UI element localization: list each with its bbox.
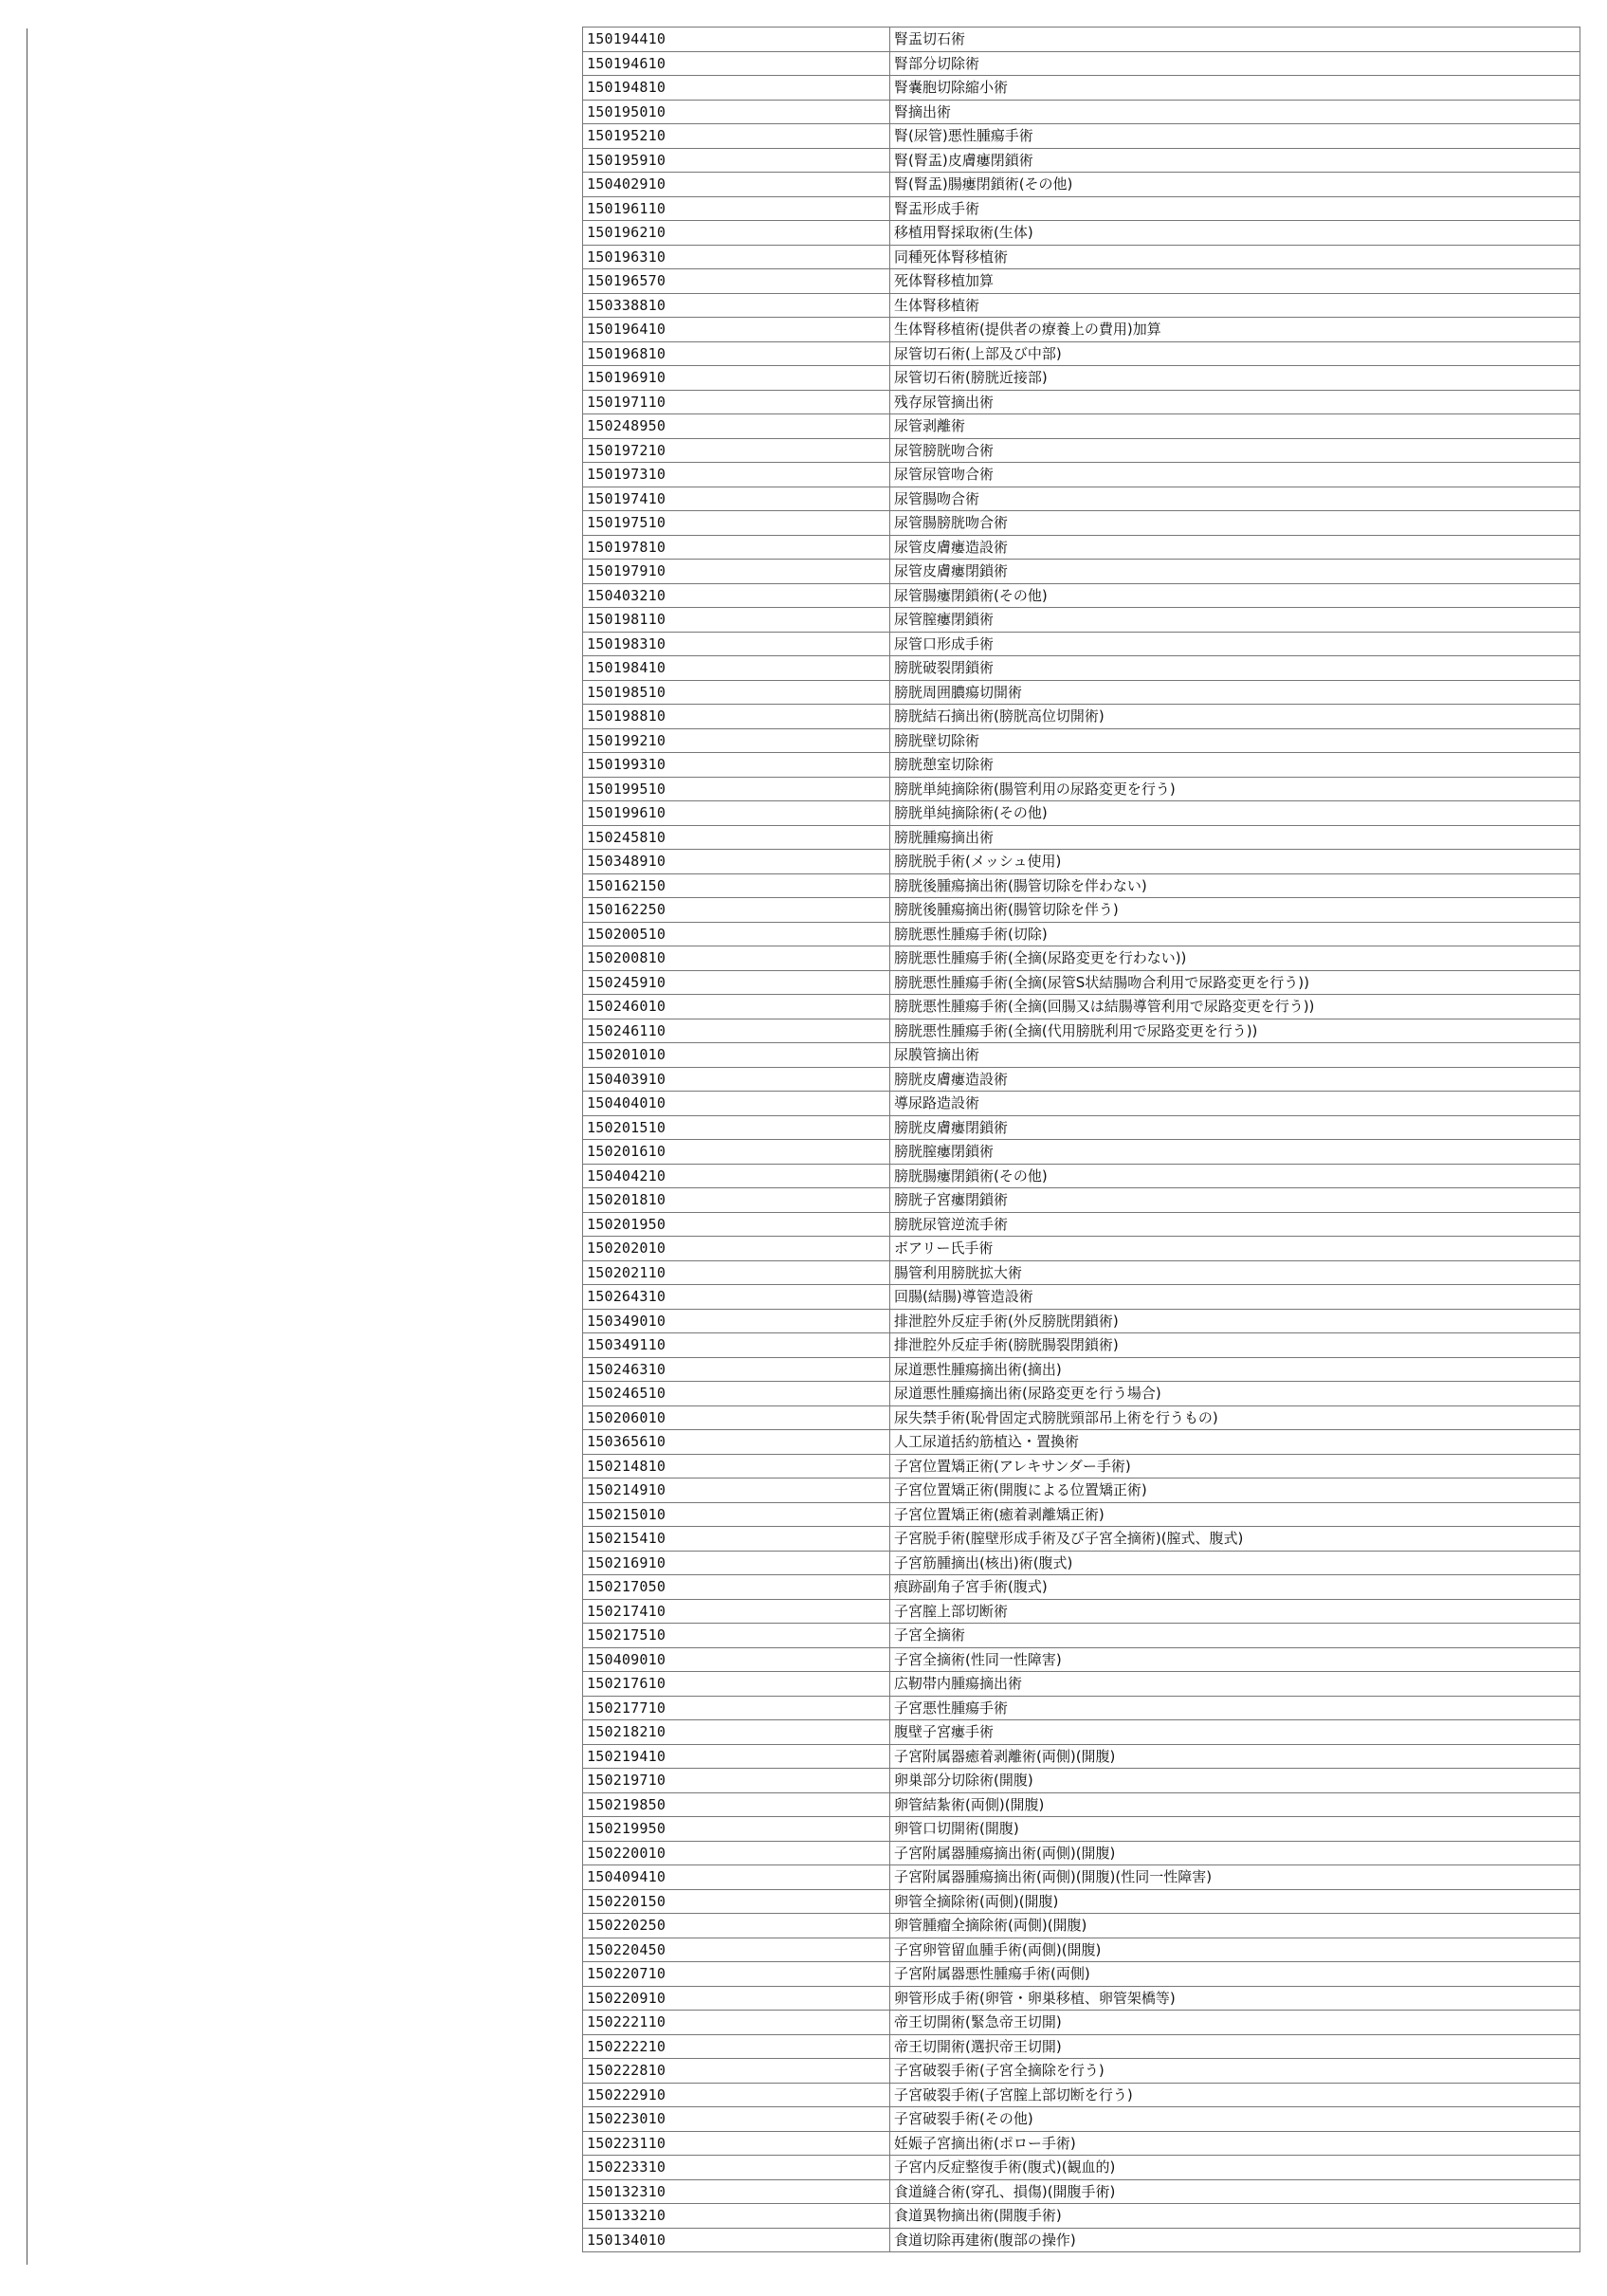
procedure-code-cell: 150403910	[583, 1067, 890, 1092]
procedure-name-cell: 膀胱皮膚瘻造設術	[890, 1067, 1580, 1092]
procedure-name-cell: 膀胱悪性腫瘍手術(全摘(代用膀胱利用で尿路変更を行う))	[890, 1019, 1580, 1043]
procedure-code-cell: 150222110	[583, 2011, 890, 2035]
table-row	[583, 1043, 1580, 1068]
procedure-code-cell: 150195910	[583, 148, 890, 173]
table-row	[583, 1357, 1580, 1382]
procedure-name-cell: 膀胱膣瘻閉鎖術	[890, 1140, 1580, 1165]
procedure-code-cell: 150217410	[583, 1599, 890, 1624]
table-row	[583, 438, 1580, 463]
table-row	[583, 1914, 1580, 1938]
procedure-name-cell: 尿道悪性腫瘍摘出術(尿路変更を行う場合)	[890, 1382, 1580, 1406]
table-row	[583, 221, 1580, 246]
table-row	[583, 414, 1580, 439]
procedure-code-cell: 150246510	[583, 1382, 890, 1406]
procedure-name-cell: 子宮膣上部切断術	[890, 1599, 1580, 1624]
procedure-code-cell: 150402910	[583, 173, 890, 197]
procedure-name-cell: 生体腎移植術(提供者の療養上の費用)加算	[890, 318, 1580, 342]
procedure-code-cell: 150194410	[583, 28, 890, 52]
procedure-code-cell: 150197110	[583, 390, 890, 414]
table-row	[583, 1817, 1580, 1842]
table-row	[583, 1212, 1580, 1237]
procedure-code-cell: 150349110	[583, 1333, 890, 1358]
table-row	[583, 1067, 1580, 1092]
procedure-name-cell: 卵管全摘除術(両側)(開腹)	[890, 1889, 1580, 1914]
table-row	[583, 390, 1580, 414]
procedure-name-cell: 尿管膀胱吻合術	[890, 438, 1580, 463]
table-row	[583, 825, 1580, 850]
procedure-name-cell: 尿失禁手術(恥骨固定式膀胱頸部吊上術を行うもの)	[890, 1405, 1580, 1430]
procedure-name-cell: 帝王切開術(選択帝王切開)	[890, 2034, 1580, 2059]
procedure-code-cell: 150196910	[583, 366, 890, 391]
procedure-name-cell: 子宮位置矯正術(開腹による位置矯正術)	[890, 1479, 1580, 1503]
procedure-name-cell: 回腸(結腸)導管造設術	[890, 1285, 1580, 1310]
procedure-name-cell: 子宮全摘術	[890, 1624, 1580, 1648]
table-row	[583, 1188, 1580, 1213]
procedure-code-cell: 150198810	[583, 705, 890, 729]
procedure-code-cell: 150196310	[583, 245, 890, 269]
table-row	[583, 705, 1580, 729]
procedure-code-table	[582, 27, 1580, 2252]
table-row	[583, 1575, 1580, 1600]
procedure-name-cell: 膀胱腸瘻閉鎖術(その他)	[890, 1164, 1580, 1188]
procedure-code-cell: 150217710	[583, 1696, 890, 1720]
table-row	[583, 269, 1580, 294]
procedure-code-cell: 150216910	[583, 1551, 890, 1575]
procedure-code-cell: 150195210	[583, 124, 890, 149]
procedure-code-cell: 150134010	[583, 2228, 890, 2252]
procedure-code-cell: 150248950	[583, 414, 890, 439]
procedure-name-cell: 尿管膣瘻閉鎖術	[890, 608, 1580, 633]
procedure-name-cell: 腎部分切除術	[890, 51, 1580, 76]
procedure-name-cell: 子宮位置矯正術(癒着剥離矯正術)	[890, 1502, 1580, 1527]
procedure-code-cell: 150223110	[583, 2131, 890, 2156]
table-row	[583, 1502, 1580, 1527]
procedure-code-cell: 150217050	[583, 1575, 890, 1600]
procedure-code-cell: 150214910	[583, 1479, 890, 1503]
procedure-name-cell: 膀胱悪性腫瘍手術(全摘(尿管S状結腸吻合利用で尿路変更を行う))	[890, 970, 1580, 995]
procedure-name-cell: 尿管腸吻合術	[890, 487, 1580, 511]
procedure-name-cell: 膀胱悪性腫瘍手術(全摘(回腸又は結腸導管利用で尿路変更を行う))	[890, 995, 1580, 1019]
table-row	[583, 1382, 1580, 1406]
table-row	[583, 100, 1580, 124]
procedure-name-cell: 帝王切開術(緊急帝王切開)	[890, 2011, 1580, 2035]
procedure-code-cell: 150222810	[583, 2059, 890, 2084]
procedure-name-cell: 導尿路造設術	[890, 1092, 1580, 1116]
table-row	[583, 366, 1580, 391]
table-row	[583, 196, 1580, 221]
table-row	[583, 1115, 1580, 1140]
procedure-name-cell: 尿管皮膚瘻閉鎖術	[890, 560, 1580, 584]
procedure-name-cell: 腎摘出術	[890, 100, 1580, 124]
procedure-name-cell: 妊娠子宮摘出術(ポロー手術)	[890, 2131, 1580, 2156]
procedure-code-cell: 150214810	[583, 1454, 890, 1479]
procedure-name-cell: 腎盂形成手術	[890, 196, 1580, 221]
procedure-code-cell: 150348910	[583, 850, 890, 874]
procedure-name-cell: 卵管結紮術(両側)(開腹)	[890, 1792, 1580, 1817]
table-row	[583, 51, 1580, 76]
procedure-code-cell: 150220450	[583, 1938, 890, 1962]
procedure-name-cell: 膀胱結石摘出術(膀胱高位切開術)	[890, 705, 1580, 729]
procedure-name-cell: 膀胱後腫瘍摘出術(腸管切除を伴う)	[890, 898, 1580, 923]
procedure-code-cell: 150197510	[583, 511, 890, 536]
procedure-name-cell: 尿道悪性腫瘍摘出術(摘出)	[890, 1357, 1580, 1382]
procedure-name-cell: 排泄腔外反症手術(膀胱腸裂閉鎖術)	[890, 1333, 1580, 1358]
procedure-code-cell: 150201010	[583, 1043, 890, 1068]
procedure-code-cell: 150222210	[583, 2034, 890, 2059]
procedure-name-cell: 腎(尿管)悪性腫瘍手術	[890, 124, 1580, 149]
procedure-code-cell: 150196210	[583, 221, 890, 246]
table-row	[583, 1986, 1580, 2011]
table-row	[583, 2107, 1580, 2132]
procedure-name-cell: 食道切除再建術(腹部の操作)	[890, 2228, 1580, 2252]
procedure-code-cell: 150199610	[583, 801, 890, 826]
procedure-code-cell: 150219950	[583, 1817, 890, 1842]
procedure-name-cell: 膀胱後腫瘍摘出術(腸管切除を伴わない)	[890, 873, 1580, 898]
procedure-name-cell: 腸管利用膀胱拡大術	[890, 1260, 1580, 1285]
procedure-code-cell: 150219410	[583, 1744, 890, 1769]
procedure-name-cell: 尿管剥離術	[890, 414, 1580, 439]
procedure-name-cell: 広靭帯内腫瘍摘出術	[890, 1672, 1580, 1697]
procedure-code-cell: 150199210	[583, 728, 890, 753]
procedure-name-cell: 膀胱周囲膿瘍切開術	[890, 680, 1580, 705]
table-row	[583, 487, 1580, 511]
procedure-name-cell: 膀胱皮膚瘻閉鎖術	[890, 1115, 1580, 1140]
table-row	[583, 1333, 1580, 1358]
procedure-name-cell: 子宮内反症整復手術(腹式)(観血的)	[890, 2156, 1580, 2180]
procedure-name-cell: 尿管口形成手術	[890, 632, 1580, 656]
procedure-code-cell: 150197910	[583, 560, 890, 584]
procedure-code-cell: 150198110	[583, 608, 890, 633]
procedure-name-cell: 排泄腔外反症手術(外反膀胱閉鎖術)	[890, 1309, 1580, 1333]
table-row	[583, 1865, 1580, 1890]
table-row	[583, 1624, 1580, 1648]
table-row	[583, 560, 1580, 584]
procedure-code-cell: 150409410	[583, 1865, 890, 1890]
table-row	[583, 656, 1580, 681]
procedure-code-cell: 150215410	[583, 1527, 890, 1552]
procedure-code-cell: 150198410	[583, 656, 890, 681]
procedure-code-cell: 150349010	[583, 1309, 890, 1333]
procedure-code-cell: 150206010	[583, 1405, 890, 1430]
table-row	[583, 680, 1580, 705]
procedure-name-cell: 尿管尿管吻合術	[890, 463, 1580, 487]
procedure-name-cell: 腎盂切石術	[890, 28, 1580, 52]
procedure-code-cell: 150220710	[583, 1962, 890, 1987]
procedure-name-cell: 尿管切石術(膀胱近接部)	[890, 366, 1580, 391]
table-row	[583, 173, 1580, 197]
procedure-code-cell: 150246310	[583, 1357, 890, 1382]
procedure-code-cell: 150219710	[583, 1769, 890, 1793]
table-row	[583, 1599, 1580, 1624]
procedure-code-cell: 150194810	[583, 76, 890, 101]
procedure-code-cell: 150197810	[583, 535, 890, 560]
procedure-code-cell: 150196570	[583, 269, 890, 294]
table-row	[583, 1285, 1580, 1310]
table-row	[583, 777, 1580, 801]
procedure-name-cell: 残存尿管摘出術	[890, 390, 1580, 414]
procedure-code-cell: 150202010	[583, 1237, 890, 1261]
table-row	[583, 463, 1580, 487]
procedure-code-cell: 150198310	[583, 632, 890, 656]
procedure-code-cell: 150196110	[583, 196, 890, 221]
table-row	[583, 2179, 1580, 2204]
table-row	[583, 1140, 1580, 1165]
procedure-code-cell: 150409010	[583, 1647, 890, 1672]
table-row	[583, 1769, 1580, 1793]
procedure-name-cell: 膀胱憩室切除術	[890, 753, 1580, 778]
table-row	[583, 1551, 1580, 1575]
table-row	[583, 2011, 1580, 2035]
table-row	[583, 1889, 1580, 1914]
table-row	[583, 1962, 1580, 1987]
table-row	[583, 753, 1580, 778]
procedure-code-cell: 150403210	[583, 583, 890, 608]
table-row	[583, 2059, 1580, 2084]
procedure-name-cell: 子宮附属器悪性腫瘍手術(両側)	[890, 1962, 1580, 1987]
procedure-code-cell: 150246110	[583, 1019, 890, 1043]
procedure-code-cell: 150264310	[583, 1285, 890, 1310]
table-row	[583, 2131, 1580, 2156]
procedure-name-cell: 膀胱悪性腫瘍手術(全摘(尿路変更を行わない))	[890, 946, 1580, 971]
table-row	[583, 1260, 1580, 1285]
table-row	[583, 1019, 1580, 1043]
table-row	[583, 2034, 1580, 2059]
table-row	[583, 148, 1580, 173]
procedure-name-cell: 子宮破裂手術(子宮全摘除を行う)	[890, 2059, 1580, 2084]
table-row	[583, 2204, 1580, 2229]
table-row	[583, 245, 1580, 269]
procedure-code-cell: 150245910	[583, 970, 890, 995]
table-row	[583, 1938, 1580, 1962]
procedure-code-cell: 150202110	[583, 1260, 890, 1285]
table-row	[583, 535, 1580, 560]
procedure-code-cell: 150162150	[583, 873, 890, 898]
procedure-name-cell: 卵管形成手術(卵管・卵巣移植、卵管架橋等)	[890, 1986, 1580, 2011]
table-row	[583, 995, 1580, 1019]
procedure-name-cell: 尿膜管摘出術	[890, 1043, 1580, 1068]
table-row	[583, 1792, 1580, 1817]
procedure-name-cell: 子宮脱手術(膣壁形成手術及び子宮全摘術)(膣式、腹式)	[890, 1527, 1580, 1552]
table-row	[583, 1841, 1580, 1865]
procedure-code-cell: 150222910	[583, 2083, 890, 2107]
table-row	[583, 1696, 1580, 1720]
procedure-name-cell: 痕跡副角子宮手術(腹式)	[890, 1575, 1580, 1600]
procedure-code-cell: 150199310	[583, 753, 890, 778]
procedure-name-cell: 尿管腸瘻閉鎖術(その他)	[890, 583, 1580, 608]
procedure-code-cell: 150404010	[583, 1092, 890, 1116]
procedure-name-cell: 人工尿道括約筋植込・置換術	[890, 1430, 1580, 1455]
procedure-name-cell: 卵巣部分切除術(開腹)	[890, 1769, 1580, 1793]
procedure-name-cell: 子宮位置矯正術(アレキサンダー手術)	[890, 1454, 1580, 1479]
procedure-name-cell: 膀胱尿管逆流手術	[890, 1212, 1580, 1237]
procedure-name-cell: 膀胱壁切除術	[890, 728, 1580, 753]
table-row	[583, 1405, 1580, 1430]
procedure-name-cell: 子宮全摘術(性同一性障害)	[890, 1647, 1580, 1672]
procedure-code-cell: 150223010	[583, 2107, 890, 2132]
procedure-code-cell: 150200510	[583, 922, 890, 946]
procedure-code-cell: 150201510	[583, 1115, 890, 1140]
procedure-code-cell: 150220010	[583, 1841, 890, 1865]
procedure-code-cell: 150194610	[583, 51, 890, 76]
table-row	[583, 873, 1580, 898]
procedure-code-cell: 150201950	[583, 1212, 890, 1237]
procedure-name-cell: 尿管皮膚瘻造設術	[890, 535, 1580, 560]
procedure-code-cell: 150246010	[583, 995, 890, 1019]
procedure-name-cell: 子宮附属器腫瘍摘出術(両側)(開腹)(性同一性障害)	[890, 1865, 1580, 1890]
procedure-name-cell: 移植用腎採取術(生体)	[890, 221, 1580, 246]
procedure-name-cell: 子宮附属器癒着剥離術(両側)(開腹)	[890, 1744, 1580, 1769]
procedure-code-cell: 150198510	[583, 680, 890, 705]
procedure-code-cell: 150197310	[583, 463, 890, 487]
procedure-code-cell: 150199510	[583, 777, 890, 801]
table-row	[583, 728, 1580, 753]
procedure-code-cell: 150201610	[583, 1140, 890, 1165]
procedure-code-cell: 150220150	[583, 1889, 890, 1914]
procedure-name-cell: 生体腎移植術	[890, 293, 1580, 318]
table-row	[583, 341, 1580, 366]
table-row	[583, 76, 1580, 101]
procedure-name-cell: 卵管口切開術(開腹)	[890, 1817, 1580, 1842]
procedure-code-cell: 150219850	[583, 1792, 890, 1817]
table-row	[583, 1720, 1580, 1745]
procedure-code-cell: 150217610	[583, 1672, 890, 1697]
procedure-code-cell: 150404210	[583, 1164, 890, 1188]
procedure-code-cell: 150196810	[583, 341, 890, 366]
procedure-name-cell: 膀胱子宮瘻閉鎖術	[890, 1188, 1580, 1213]
table-row	[583, 2156, 1580, 2180]
procedure-code-cell: 150196410	[583, 318, 890, 342]
procedure-name-cell: 子宮附属器腫瘍摘出術(両側)(開腹)	[890, 1841, 1580, 1865]
table-row	[583, 124, 1580, 149]
procedure-name-cell: 尿管腸膀胱吻合術	[890, 511, 1580, 536]
table-row	[583, 1454, 1580, 1479]
table-row	[583, 511, 1580, 536]
table-body	[583, 28, 1580, 2252]
procedure-name-cell: 子宮破裂手術(子宮膣上部切断を行う)	[890, 2083, 1580, 2107]
table-row	[583, 293, 1580, 318]
procedure-name-cell: 腎嚢胞切除縮小術	[890, 76, 1580, 101]
procedure-name-cell: 膀胱単純摘除術(腸管利用の尿路変更を行う)	[890, 777, 1580, 801]
procedure-code-cell: 150218210	[583, 1720, 890, 1745]
table-row	[583, 632, 1580, 656]
procedure-name-cell: 膀胱単純摘除術(その他)	[890, 801, 1580, 826]
table-row	[583, 1092, 1580, 1116]
table-row	[583, 608, 1580, 633]
table-row	[583, 801, 1580, 826]
procedure-code-cell: 150245810	[583, 825, 890, 850]
table-row	[583, 1672, 1580, 1697]
procedure-code-cell: 150197210	[583, 438, 890, 463]
table-row	[583, 1527, 1580, 1552]
procedure-name-cell: 腎(腎盂)腸瘻閉鎖術(その他)	[890, 173, 1580, 197]
table-row	[583, 2083, 1580, 2107]
procedure-code-cell: 150133210	[583, 2204, 890, 2229]
procedure-name-cell: 死体腎移植加算	[890, 269, 1580, 294]
procedure-name-cell: 尿管切石術(上部及び中部)	[890, 341, 1580, 366]
table-row	[583, 922, 1580, 946]
procedure-code-cell: 150132310	[583, 2179, 890, 2204]
procedure-code-cell: 150201810	[583, 1188, 890, 1213]
table-row	[583, 898, 1580, 923]
procedure-code-cell: 150220250	[583, 1914, 890, 1938]
procedure-name-cell: 膀胱破裂閉鎖術	[890, 656, 1580, 681]
procedure-code-cell: 150223310	[583, 2156, 890, 2180]
procedure-name-cell: 子宮悪性腫瘍手術	[890, 1696, 1580, 1720]
procedure-code-cell: 150195010	[583, 100, 890, 124]
table-row	[583, 1430, 1580, 1455]
procedure-name-cell: 卵管腫瘤全摘除術(両側)(開腹)	[890, 1914, 1580, 1938]
table-row	[583, 1744, 1580, 1769]
table-row	[583, 850, 1580, 874]
table-row	[583, 1479, 1580, 1503]
table-row	[583, 318, 1580, 342]
procedure-code-cell: 150217510	[583, 1624, 890, 1648]
procedure-name-cell: 子宮卵管留血腫手術(両側)(開腹)	[890, 1938, 1580, 1962]
procedure-name-cell: 膀胱腫瘍摘出術	[890, 825, 1580, 850]
procedure-name-cell: 腹壁子宮瘻手術	[890, 1720, 1580, 1745]
procedure-name-cell: 子宮破裂手術(その他)	[890, 2107, 1580, 2132]
table-row	[583, 1647, 1580, 1672]
table-row	[583, 970, 1580, 995]
procedure-code-cell: 150365610	[583, 1430, 890, 1455]
table-row	[583, 1237, 1580, 1261]
table-row	[583, 946, 1580, 971]
procedure-name-cell: 食道縫合術(穿孔、損傷)(開腹手術)	[890, 2179, 1580, 2204]
table-row	[583, 583, 1580, 608]
procedure-name-cell: 子宮筋腫摘出(核出)術(腹式)	[890, 1551, 1580, 1575]
procedure-name-cell: ボアリー氏手術	[890, 1237, 1580, 1261]
procedure-code-cell: 150200810	[583, 946, 890, 971]
procedure-code-cell: 150220910	[583, 1986, 890, 2011]
table-row	[583, 28, 1580, 52]
procedure-name-cell: 食道異物摘出術(開腹手術)	[890, 2204, 1580, 2229]
procedure-name-cell: 膀胱悪性腫瘍手術(切除)	[890, 922, 1580, 946]
procedure-code-cell: 150338810	[583, 293, 890, 318]
procedure-code-cell: 150215010	[583, 1502, 890, 1527]
table-row	[583, 1164, 1580, 1188]
procedure-name-cell: 同種死体腎移植術	[890, 245, 1580, 269]
procedure-code-cell: 150162250	[583, 898, 890, 923]
procedure-name-cell: 腎(腎盂)皮膚瘻閉鎖術	[890, 148, 1580, 173]
table-row	[583, 2228, 1580, 2252]
procedure-name-cell: 膀胱脱手術(メッシュ使用)	[890, 850, 1580, 874]
procedure-code-cell: 150197410	[583, 487, 890, 511]
table-row	[583, 1309, 1580, 1333]
